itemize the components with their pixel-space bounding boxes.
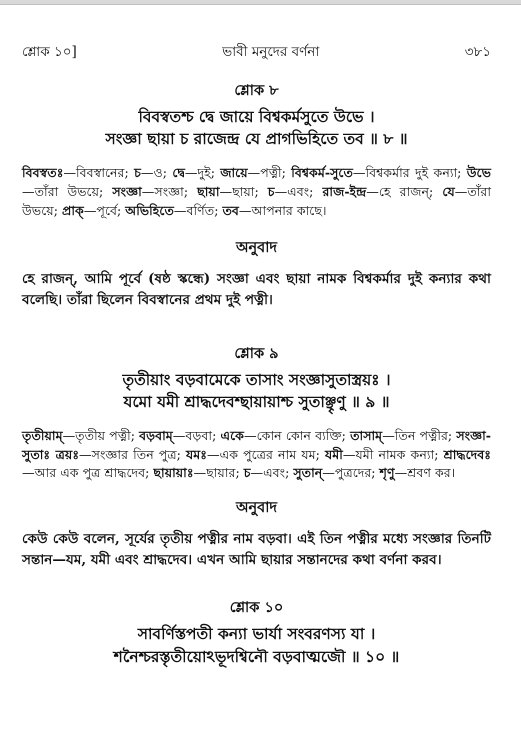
verse-line: সাবর্ণিস্তপতী কন্যা ভার্যা সংবরণস্য যা । <box>137 624 376 644</box>
synonym-term: সুতান্ <box>293 465 323 481</box>
synonym-term: বিবস্বতঃ <box>22 164 64 180</box>
synonym-meaning: হে রাজন্ <box>378 183 430 199</box>
synonym-term: একে <box>220 427 244 443</box>
verse-label: শ্লোক ৮ <box>234 82 279 99</box>
synonym-term: উভে <box>466 164 491 180</box>
synonym-term: যমী <box>325 446 343 462</box>
synonym-meaning: পুত্রদের <box>334 465 372 481</box>
synonym-term: বিশ্বকর্ম-সুতে <box>291 164 353 180</box>
verse-line: যমো যমী শ্রাদ্ধদেবশ্ছায়ায়াশ্চ সুতাঞ্ছৃণু ॥ ৯ ॥ <box>123 392 390 412</box>
synonym-term: যে <box>442 183 455 199</box>
verse-label: শ্লোক ১০ <box>229 599 284 617</box>
page-header <box>22 41 491 64</box>
header-left: শ্লোক ১০] <box>22 44 77 60</box>
synonym-meaning: সংজ্ঞা <box>154 183 184 199</box>
verse-line: বিবস্বতশ্চ দ্বে জায়ে বিশ্বকর্মসুতে উভে । <box>138 107 375 126</box>
synonym-term: সংজ্ঞা-সুতাঃ ত্রয়ঃ <box>22 427 492 462</box>
synonym-term: ছায়া <box>197 183 220 199</box>
synonym-meaning: তৃতীয় পত্নী <box>75 427 131 443</box>
synonym-meaning: যমী নামক কন্যা <box>355 446 435 462</box>
synonym-term: চ <box>243 465 251 481</box>
verse-label: শ্লোক ৯ <box>234 344 279 362</box>
translation-title: অনুবাদ <box>235 238 278 256</box>
synonym-term: চ <box>267 183 275 199</box>
synonym-term: বড়বাম্ <box>139 427 173 443</box>
synonym-meaning: বিশ্বকর্মার দুই কন্যা <box>365 164 458 180</box>
synonym-term: সংজ্ঞা <box>112 183 142 199</box>
synonym-meaning: আপনার কাছে। <box>251 202 327 218</box>
synonym-meaning: বড়বা <box>185 427 213 443</box>
synonym-term: অভিহিতে <box>125 202 174 218</box>
synonym-meaning: তিন পত্নীর <box>394 427 448 443</box>
synonym-term: তব <box>222 202 239 218</box>
synonyms: বিবস্বতঃ—বিবস্বানের; চ—ও; দ্বে—দুই; জায়ে—পত্নী; বিশ্বকর্ম-সুতে—বিশ্বকর্মার দুই কন্যা; উভে—তাঁরা উভয়ে; সংজ্ঞা—সংজ্ঞা; ছায়া—ছায়া; চ—এবং; রাজ-ইন্দ্র—হে রাজন্; যে—তাঁরা উভয়ে; প্রাক্—পূর্বে; অভিহিতে—বর্ণিত; তব—আপনার কাছে। <box>22 164 492 218</box>
synonym-meaning: পত্নী <box>260 164 282 180</box>
synonym-meaning: ও <box>153 164 163 180</box>
verse-line: তৃতীয়াং বড়বামেকে তাসাং সংজ্ঞাসুতাস্ত্রয়ঃ । <box>122 369 391 389</box>
header-title: ভাবী মনুদের বর্ণনা <box>222 44 320 60</box>
synonym-meaning: সংজ্ঞার তিন পুত্র <box>91 446 177 462</box>
verse-line: সংজ্ঞা ছায়া চ রাজেন্দ্র যে প্রাগভিহিতে তব ॥ ৮ ॥ <box>105 129 408 149</box>
synonym-meaning: ছায়ার <box>206 465 236 481</box>
translation: কেউ কেউ বলেন, সূর্যের তৃতীয় পত্নীর নাম বড়বা। এই তিন পত্নীর মধ্যে সংজ্ঞার তিনটি সন্তান—যম, যমী এবং শ্রাদ্ধদেব। এখন আমি ছায়ার সন্তানদের কথা বর্ণনা করব। <box>22 531 491 569</box>
synonym-term: ছায়ায়াঃ <box>153 465 194 481</box>
synonym-meaning: আর এক পুত্র শ্রাদ্ধদেব <box>34 465 146 481</box>
synonym-meaning: ছায়া <box>232 183 255 199</box>
translation: হে রাজন্, আমি পূর্বে (ষষ্ঠ স্কন্ধে) সংজ্ঞা এবং ছায়া নামক বিশ্বকর্মার দুই কন্যার কথা বলেছি। তাঁরা ছিলেন বিবস্বানের প্রথম দুই পত্নী। <box>22 270 491 308</box>
verse-section-8 <box>22 80 491 311</box>
synonym-meaning: শ্রবণ কর। <box>407 465 456 481</box>
synonym-meaning: কোন কোন ব্যক্তি <box>256 427 342 443</box>
synonym-term: শ্রাদ্ধদেবঃ <box>443 446 492 462</box>
synonym-term: যমঃ <box>186 446 208 462</box>
synonym-term: রাজ-ইন্দ্র <box>322 183 367 199</box>
synonym-term: দ্বে <box>172 164 185 180</box>
top-rule <box>0 0 521 5</box>
synonym-meaning: তাঁরা উভয়ে <box>34 183 100 199</box>
synonym-term: তাসাম্ <box>350 427 383 443</box>
synonym-meaning: তাঁরা উভয়ে <box>22 183 492 218</box>
verse-section-9 <box>22 343 491 572</box>
synonym-meaning: বিবস্বানের <box>76 164 125 180</box>
verse-section-10 <box>22 597 491 668</box>
page-number: ৩৮১ <box>464 44 491 60</box>
synonym-term: জায়ে <box>220 164 248 180</box>
synonym-term: তৃতীয়াম্ <box>22 427 63 443</box>
synonym-meaning: এবং <box>263 465 286 481</box>
synonym-meaning: দুই <box>197 164 211 180</box>
synonym-term: প্রাক্ <box>61 202 84 218</box>
synonym-meaning: এক পুত্রের নাম যম <box>219 446 316 462</box>
synonym-term: চ <box>134 164 141 180</box>
synonym-term: শৃণু <box>379 465 395 481</box>
synonyms: তৃতীয়াম্—তৃতীয় পত্নী; বড়বাম্—বড়বা; একে—কোন কোন ব্যক্তি; তাসাম্—তিন পত্নীর; সংজ্ঞা-সুতাঃ ত্রয়ঃ—সংজ্ঞার তিন পুত্র; যমঃ—এক পুত্রের নাম যম; যমী—যমী নামক কন্যা; শ্রাদ্ধদেবঃ—আর এক পুত্র শ্রাদ্ধদেব; ছায়ায়াঃ—ছায়ার; চ—এবং; সুতান্—পুত্রদের; শৃণু—শ্রবণ কর। <box>22 427 492 481</box>
synonym-meaning: পূর্বে <box>96 202 118 218</box>
synonym-meaning: এবং <box>287 183 310 199</box>
translation-title: অনুবাদ <box>235 499 278 517</box>
verse-line: শনৈশ্চরস্তৃতীয়োঽভূদশ্বিনৌ বড়বাত্মজৌ ॥ ১০ ॥ <box>113 646 400 666</box>
synonym-meaning: বর্ণিত <box>186 202 215 218</box>
